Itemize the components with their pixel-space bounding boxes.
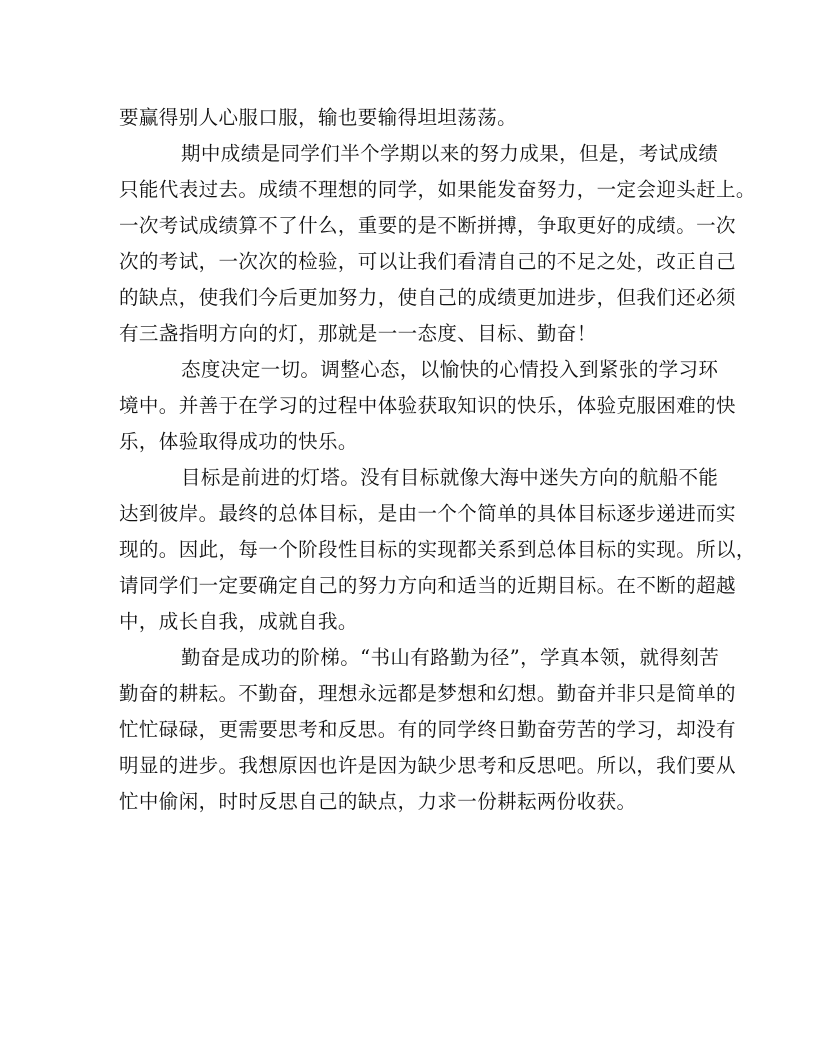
text-line: 境中。并善于在学习的过程中体验获取知识的快乐，体验克服困难的快	[119, 394, 736, 417]
text-line: 达到彼岸。最终的总体目标，是由一个个简单的具体目标逐步递进而实	[119, 502, 736, 525]
text-line: 现的。因此，每一个阶段性目标的实现都关系到总体目标的实现。所以，	[119, 538, 756, 561]
paragraph	[119, 640, 736, 820]
text-line: 目标是前进的灯塔。没有目标就像大海中迷失方向的航船不能	[181, 466, 719, 489]
text-line: 的缺点，使我们今后更加努力，使自己的成绩更加进步，但我们还必须	[119, 286, 736, 309]
text-line: 要赢得别人心服口服，输也要输得坦坦荡荡。	[119, 106, 518, 129]
paragraph	[119, 352, 736, 460]
text-line: 期中成绩是同学们半个学期以来的努力成果，但是，考试成绩	[181, 142, 719, 165]
paragraph	[119, 136, 756, 352]
text-line: 乐，体验取得成功的快乐。	[119, 430, 358, 453]
paragraph	[119, 460, 756, 640]
text-line: 只能代表过去。成绩不理想的同学，如果能发奋努力，一定会迎头赶上。	[119, 178, 756, 201]
text-line: 忙忙碌碌，更需要思考和反思。有的同学终日勤奋劳苦的学习，却没有	[119, 718, 736, 741]
text-line: 请同学们一定要确定自己的努力方向和适当的近期目标。在不断的超越	[119, 574, 736, 597]
text-line: 中，成长自我，成就自我。	[119, 610, 358, 633]
paragraph	[119, 100, 699, 136]
text-line: 忙中偷闲，时时反思自己的缺点，力求一份耕耘两份收获。	[119, 790, 637, 813]
text-line: 明显的进步。我想原因也许是因为缺少思考和反思吧。所以，我们要从	[119, 754, 736, 777]
text-line: 勤奋是成功的阶梯。“书山有路勤为径”，学真本领，就得刻苦	[181, 646, 720, 669]
text-line: 态度决定一切。调整心态，以愉快的心情投入到紧张的学习环	[181, 358, 719, 381]
text-line: 一次考试成绩算不了什么，重要的是不断拼搏，争取更好的成绩。一次	[119, 214, 736, 237]
text-line: 勤奋的耕耘。不勤奋，理想永远都是梦想和幻想。勤奋并非只是简单的	[119, 682, 736, 705]
text-line: 次的考试，一次次的检验，可以让我们看清自己的不足之处，改正自己	[119, 250, 736, 273]
document-body	[119, 100, 756, 820]
text-line: 有三盏指明方向的灯，那就是一一态度、目标、勤奋！	[119, 322, 597, 345]
